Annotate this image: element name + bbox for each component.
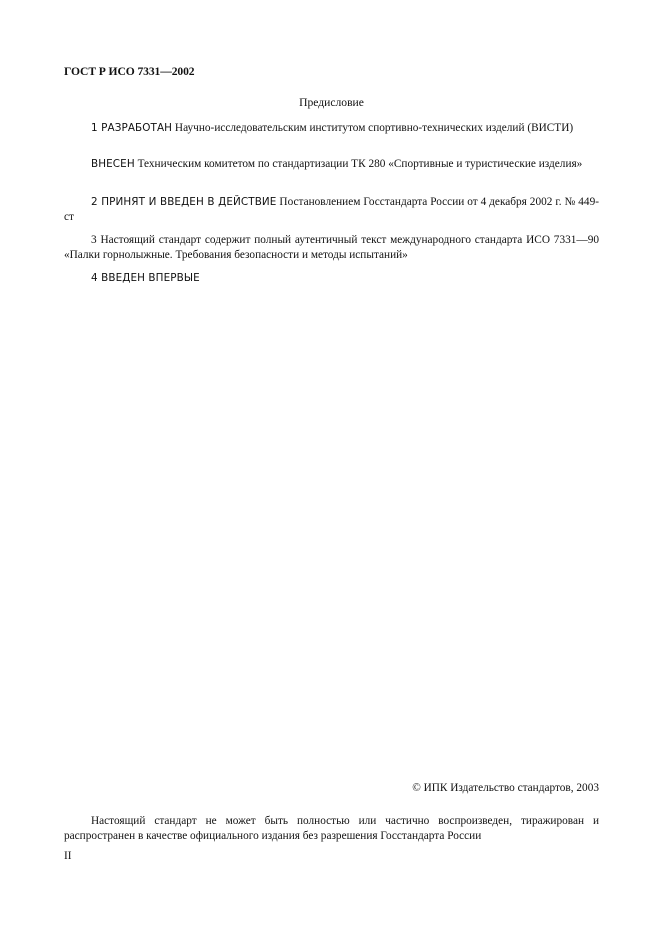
paragraph-first-introduced bbox=[64, 271, 599, 286]
paragraph-text: Постановлением Госстандарта России от 4 декабря 2002 г. № 449-ст bbox=[64, 196, 599, 223]
paragraph-text: 3 Настоящий стандарт содержит полный аутентичный текст международного стандарта ИСО 7331—90 «Палки горнолыжные. Требования безопасности и методы испытаний» bbox=[64, 234, 599, 261]
paragraph-text: Научно-исследовательским институтом спортивно-технических изделий (ВИСТИ) bbox=[172, 122, 574, 134]
document-header: ГОСТ Р ИСО 7331—2002 bbox=[64, 65, 195, 78]
reproduction-notice: Настоящий стандарт не может быть полностью или частично воспроизведен, тиражирован и распространен в качестве официального издания без разрешения Госстандарта России bbox=[64, 815, 599, 842]
page-number: II bbox=[64, 850, 72, 862]
paragraph-lead: ВНЕСЕН bbox=[91, 158, 135, 170]
paragraph-lead: 1 РАЗРАБОТАН bbox=[91, 122, 173, 134]
section-title: Предисловие bbox=[299, 96, 364, 109]
paragraph-authentic-text bbox=[64, 233, 599, 262]
paragraph-lead: 2 ПРИНЯТ И ВВЕДЕН В ДЕЙСТВИЕ bbox=[91, 196, 277, 208]
paragraph-text: Техническим комитетом по стандартизации ТК 280 «Спортивные и туристические изделия» bbox=[134, 158, 583, 170]
paragraph-lead: 4 ВВЕДЕН ВПЕРВЫЕ bbox=[91, 272, 200, 284]
paragraph-submitted bbox=[64, 157, 599, 172]
paragraph-adopted bbox=[64, 195, 599, 224]
paragraph-developed bbox=[64, 121, 599, 136]
copyright-line: © ИПК Издательство стандартов, 2003 bbox=[412, 782, 599, 794]
